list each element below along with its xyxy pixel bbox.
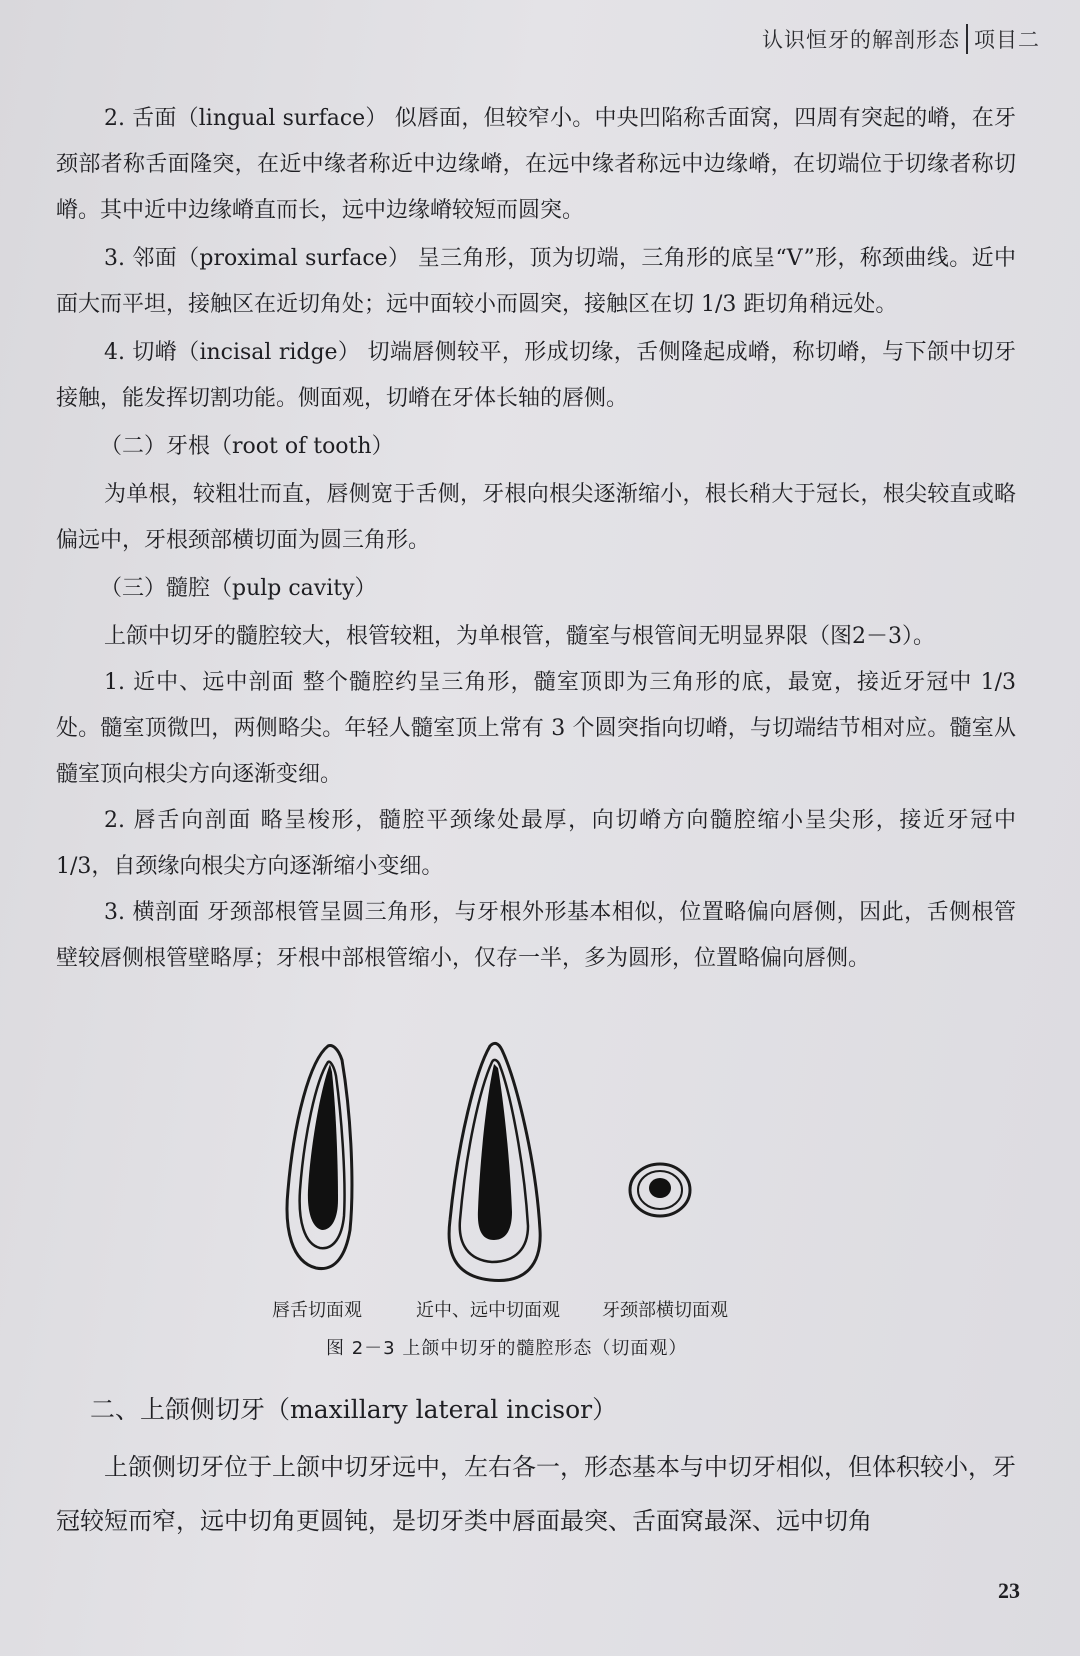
mesiodistal-section-tooth	[449, 1043, 540, 1280]
label-labiolingual: 唇舌切面观	[272, 1300, 362, 1321]
paragraph-incisal-ridge: 4. 切嵴（incisal ridge） 切端唇侧较平，形成切缘，舌侧隆起成嵴，称切嵴，与下颌中切牙接触，能发挥切割功能。侧面观，切嵴在牙体长轴的唇侧。	[56, 340, 1016, 411]
paragraph-pulp-mesiodistal: 1. 近中、远中剖面 整个髓腔约呈三角形，髓室顶即为三角形的底，最宽，接近牙冠中 1/3 处。髓室顶微凹，两侧略尖。年轻人髓室顶上常有 3 个圆突指向切嵴，与切端结节相对应。髓室从髓室顶向根尖方向逐渐变细。	[56, 670, 1016, 787]
body-text	[56, 96, 1016, 982]
label-mesiodistal: 近中、远中切面观	[416, 1300, 560, 1321]
paragraph-pulp-labiolingual: 2. 唇舌向剖面 略呈梭形，髓腔平颈缘处最厚，向切嵴方向髓腔缩小呈尖形，接近牙冠中 1/3，自颈缘向根尖方向逐渐缩小变细。	[56, 808, 1016, 879]
project-label: 项目二	[974, 28, 1040, 52]
paragraph-pulp-cross-section: 3. 横剖面 牙颈部根管呈圆三角形，与牙根外形基本相似，位置略偏向唇侧，因此，舌侧根管壁较唇侧根管壁略厚；牙根中部根管缩小，仅存一半，多为圆形，位置略偏向唇侧。	[56, 900, 1016, 971]
paragraph-lingual: 2. 舌面（lingual surface） 似唇面，但较窄小。中央凹陷称舌面窝，四周有突起的嵴，在牙颈部者称舌面隆突，在近中缘者称近中边缘嵴，在远中缘者称远中边缘嵴，在切端位于切缘者称切嵴。其中近中边缘嵴直而长，远中边缘嵴较短而圆突。	[56, 106, 1016, 223]
root-heading: （二）牙根（root of tooth）	[100, 434, 394, 459]
section-text-block	[56, 1440, 1016, 1548]
paragraph-pulp-intro: 上颌中切牙的髓腔较大，根管较粗，为单根管，髓室与根管间无明显界限（图2－3）。	[104, 624, 935, 649]
paragraph-root: 为单根，较粗壮而直，唇侧宽于舌侧，牙根向根尖逐渐缩小，根长稍大于冠长，根尖较直或略偏远中，牙根颈部横切面为圆三角形。	[56, 482, 1016, 553]
pulp-heading: （三）髓腔（pulp cavity）	[100, 576, 377, 601]
label-cervical: 牙颈部横切面观	[602, 1300, 728, 1321]
figure-caption: 图 2－3 上颌中切牙的髓腔形态（切面观）	[326, 1338, 688, 1359]
figure-drawing	[280, 1040, 800, 1290]
page-number: 23	[998, 1578, 1020, 1603]
paragraph-proximal: 3. 邻面（proximal surface） 呈三角形，顶为切端，三角形的底呈“V”形，称颈曲线。近中面大而平坦，接触区在近切角处；远中面较小而圆突，接触区在切 1/3 距切角稍远处。	[56, 246, 1016, 317]
paragraph-lateral-incisor: 上颌侧切牙位于上颌中切牙远中，左右各一，形态基本与中切牙相似，但体积较小，牙冠较短而窄，远中切角更圆钝，是切牙类中唇面最突、舌面窝最深、远中切角	[56, 1453, 1016, 1535]
header-divider	[966, 24, 968, 54]
chapter-title: 认识恒牙的解剖形态	[762, 28, 960, 52]
figure-pulp-cavity	[272, 1040, 800, 1330]
section-title: 二、上颌侧切牙（maxillary lateral incisor）	[90, 1395, 618, 1424]
running-header	[762, 24, 1040, 54]
labiolingual-section-tooth	[287, 1046, 352, 1269]
cervical-cross-section	[630, 1164, 690, 1216]
